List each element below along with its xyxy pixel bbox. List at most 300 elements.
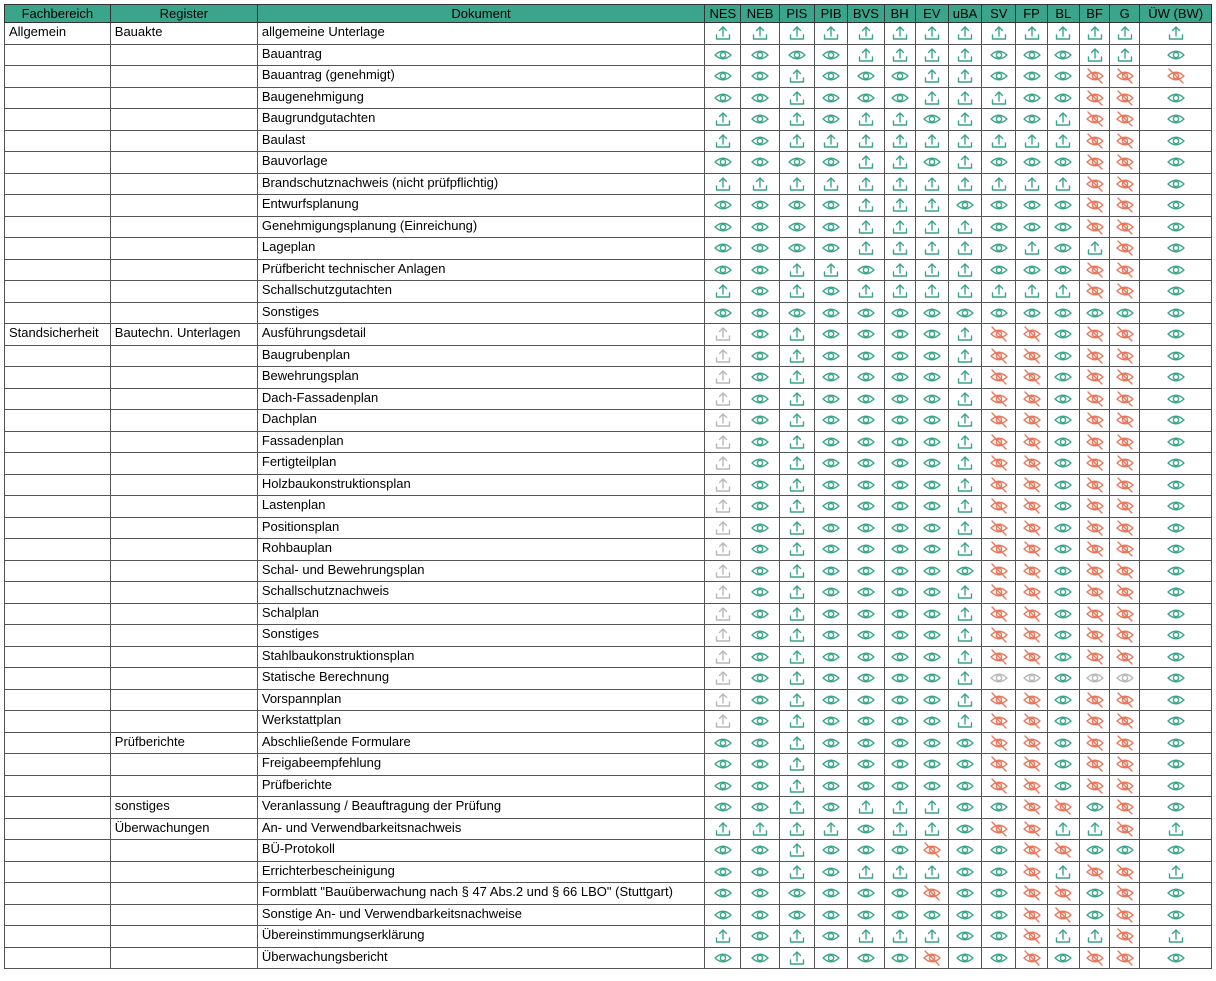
permission-cell[interactable] — [705, 560, 741, 582]
permission-cell[interactable] — [741, 23, 779, 45]
permission-cell[interactable] — [982, 44, 1016, 66]
permission-cell[interactable] — [741, 539, 779, 561]
permission-cell[interactable] — [1047, 861, 1079, 883]
permission-cell[interactable] — [848, 281, 884, 303]
permission-cell[interactable] — [1047, 23, 1079, 45]
permission-cell[interactable] — [1016, 130, 1047, 152]
permission-cell[interactable] — [741, 109, 779, 131]
permission-cell[interactable] — [705, 259, 741, 281]
permission-cell[interactable] — [848, 947, 884, 969]
permission-cell[interactable] — [982, 281, 1016, 303]
permission-cell[interactable] — [1110, 883, 1140, 905]
permission-cell[interactable] — [982, 410, 1016, 432]
permission-cell[interactable] — [815, 453, 848, 475]
permission-cell[interactable] — [1016, 926, 1047, 948]
permission-cell[interactable] — [1016, 66, 1047, 88]
permission-cell[interactable] — [815, 44, 848, 66]
permission-cell[interactable] — [1110, 668, 1140, 690]
permission-cell[interactable] — [779, 775, 814, 797]
permission-cell[interactable] — [1110, 861, 1140, 883]
permission-cell[interactable] — [1047, 668, 1079, 690]
permission-cell[interactable] — [948, 711, 981, 733]
permission-cell[interactable] — [948, 345, 981, 367]
permission-cell[interactable] — [779, 388, 814, 410]
permission-cell[interactable] — [1110, 345, 1140, 367]
permission-cell[interactable] — [1047, 474, 1079, 496]
permission-cell[interactable] — [1079, 474, 1109, 496]
permission-cell[interactable] — [1079, 23, 1109, 45]
permission-cell[interactable] — [884, 453, 915, 475]
permission-cell[interactable] — [705, 625, 741, 647]
permission-cell[interactable] — [815, 797, 848, 819]
permission-cell[interactable] — [1110, 281, 1140, 303]
permission-cell[interactable] — [741, 388, 779, 410]
permission-cell[interactable] — [1140, 646, 1212, 668]
permission-cell[interactable] — [848, 646, 884, 668]
permission-cell[interactable] — [1140, 195, 1212, 217]
permission-cell[interactable] — [884, 539, 915, 561]
permission-cell[interactable] — [948, 668, 981, 690]
permission-cell[interactable] — [1047, 195, 1079, 217]
permission-cell[interactable] — [1110, 560, 1140, 582]
permission-cell[interactable] — [1047, 238, 1079, 260]
permission-cell[interactable] — [848, 302, 884, 324]
permission-cell[interactable] — [848, 711, 884, 733]
permission-cell[interactable] — [779, 195, 814, 217]
permission-cell[interactable] — [1110, 173, 1140, 195]
permission-cell[interactable] — [884, 668, 915, 690]
permission-cell[interactable] — [705, 754, 741, 776]
permission-cell[interactable] — [1140, 238, 1212, 260]
permission-cell[interactable] — [884, 582, 915, 604]
permission-cell[interactable] — [1079, 281, 1109, 303]
permission-cell[interactable] — [1079, 410, 1109, 432]
permission-cell[interactable] — [848, 496, 884, 518]
permission-cell[interactable] — [1016, 410, 1047, 432]
permission-cell[interactable] — [1047, 732, 1079, 754]
permission-cell[interactable] — [948, 797, 981, 819]
permission-cell[interactable] — [915, 711, 948, 733]
permission-cell[interactable] — [1079, 560, 1109, 582]
permission-cell[interactable] — [884, 474, 915, 496]
permission-cell[interactable] — [779, 324, 814, 346]
permission-cell[interactable] — [948, 281, 981, 303]
permission-cell[interactable] — [884, 259, 915, 281]
permission-cell[interactable] — [884, 689, 915, 711]
permission-cell[interactable] — [948, 818, 981, 840]
permission-cell[interactable] — [815, 560, 848, 582]
permission-cell[interactable] — [815, 87, 848, 109]
permission-cell[interactable] — [915, 646, 948, 668]
permission-cell[interactable] — [848, 23, 884, 45]
permission-cell[interactable] — [1079, 216, 1109, 238]
permission-cell[interactable] — [915, 689, 948, 711]
permission-cell[interactable] — [948, 904, 981, 926]
permission-cell[interactable] — [1047, 367, 1079, 389]
permission-cell[interactable] — [1110, 216, 1140, 238]
permission-cell[interactable] — [779, 926, 814, 948]
permission-cell[interactable] — [982, 388, 1016, 410]
permission-cell[interactable] — [948, 453, 981, 475]
permission-cell[interactable] — [848, 66, 884, 88]
permission-cell[interactable] — [982, 259, 1016, 281]
permission-cell[interactable] — [982, 560, 1016, 582]
permission-cell[interactable] — [1047, 410, 1079, 432]
permission-cell[interactable] — [815, 668, 848, 690]
permission-cell[interactable] — [1079, 947, 1109, 969]
permission-cell[interactable] — [705, 23, 741, 45]
permission-cell[interactable] — [741, 818, 779, 840]
permission-cell[interactable] — [741, 238, 779, 260]
permission-cell[interactable] — [1079, 259, 1109, 281]
permission-cell[interactable] — [1140, 861, 1212, 883]
permission-cell[interactable] — [915, 904, 948, 926]
permission-cell[interactable] — [1079, 646, 1109, 668]
permission-cell[interactable] — [1110, 517, 1140, 539]
permission-cell[interactable] — [1079, 66, 1109, 88]
permission-cell[interactable] — [915, 195, 948, 217]
permission-cell[interactable] — [884, 44, 915, 66]
permission-cell[interactable] — [1140, 560, 1212, 582]
permission-cell[interactable] — [948, 302, 981, 324]
permission-cell[interactable] — [884, 560, 915, 582]
permission-cell[interactable] — [1140, 109, 1212, 131]
permission-cell[interactable] — [982, 603, 1016, 625]
permission-cell[interactable] — [815, 861, 848, 883]
permission-cell[interactable] — [741, 582, 779, 604]
permission-cell[interactable] — [884, 345, 915, 367]
permission-cell[interactable] — [1079, 453, 1109, 475]
permission-cell[interactable] — [779, 883, 814, 905]
permission-cell[interactable] — [884, 173, 915, 195]
permission-cell[interactable] — [982, 840, 1016, 862]
permission-cell[interactable] — [1047, 539, 1079, 561]
permission-cell[interactable] — [1140, 130, 1212, 152]
permission-cell[interactable] — [1079, 539, 1109, 561]
permission-cell[interactable] — [848, 775, 884, 797]
permission-cell[interactable] — [1110, 302, 1140, 324]
permission-cell[interactable] — [982, 947, 1016, 969]
permission-cell[interactable] — [1140, 947, 1212, 969]
permission-cell[interactable] — [1016, 646, 1047, 668]
permission-cell[interactable] — [1016, 281, 1047, 303]
permission-cell[interactable] — [1079, 711, 1109, 733]
permission-cell[interactable] — [848, 109, 884, 131]
permission-cell[interactable] — [884, 883, 915, 905]
permission-cell[interactable] — [1110, 66, 1140, 88]
permission-cell[interactable] — [848, 410, 884, 432]
permission-cell[interactable] — [741, 453, 779, 475]
permission-cell[interactable] — [779, 109, 814, 131]
permission-cell[interactable] — [848, 517, 884, 539]
permission-cell[interactable] — [1047, 775, 1079, 797]
permission-cell[interactable] — [1047, 689, 1079, 711]
permission-cell[interactable] — [982, 23, 1016, 45]
permission-cell[interactable] — [915, 87, 948, 109]
permission-cell[interactable] — [815, 474, 848, 496]
permission-cell[interactable] — [815, 238, 848, 260]
permission-cell[interactable] — [982, 883, 1016, 905]
permission-cell[interactable] — [1079, 818, 1109, 840]
permission-cell[interactable] — [848, 560, 884, 582]
permission-cell[interactable] — [982, 130, 1016, 152]
permission-cell[interactable] — [779, 216, 814, 238]
permission-cell[interactable] — [1079, 861, 1109, 883]
permission-cell[interactable] — [1140, 840, 1212, 862]
permission-cell[interactable] — [848, 216, 884, 238]
permission-cell[interactable] — [848, 44, 884, 66]
permission-cell[interactable] — [1047, 324, 1079, 346]
permission-cell[interactable] — [884, 926, 915, 948]
permission-cell[interactable] — [1016, 453, 1047, 475]
permission-cell[interactable] — [915, 324, 948, 346]
permission-cell[interactable] — [1016, 754, 1047, 776]
permission-cell[interactable] — [982, 453, 1016, 475]
permission-cell[interactable] — [815, 281, 848, 303]
permission-cell[interactable] — [779, 130, 814, 152]
permission-cell[interactable] — [948, 173, 981, 195]
permission-cell[interactable] — [779, 754, 814, 776]
permission-cell[interactable] — [815, 173, 848, 195]
permission-cell[interactable] — [1140, 431, 1212, 453]
permission-cell[interactable] — [1079, 689, 1109, 711]
permission-cell[interactable] — [1016, 582, 1047, 604]
permission-cell[interactable] — [915, 453, 948, 475]
permission-cell[interactable] — [884, 324, 915, 346]
permission-cell[interactable] — [779, 367, 814, 389]
permission-cell[interactable] — [982, 582, 1016, 604]
permission-cell[interactable] — [741, 44, 779, 66]
permission-cell[interactable] — [1016, 560, 1047, 582]
permission-cell[interactable] — [1110, 539, 1140, 561]
permission-cell[interactable] — [705, 44, 741, 66]
permission-cell[interactable] — [815, 711, 848, 733]
permission-cell[interactable] — [1079, 324, 1109, 346]
permission-cell[interactable] — [848, 130, 884, 152]
permission-cell[interactable] — [1140, 754, 1212, 776]
permission-cell[interactable] — [705, 496, 741, 518]
permission-cell[interactable] — [982, 496, 1016, 518]
permission-cell[interactable] — [848, 367, 884, 389]
permission-cell[interactable] — [848, 195, 884, 217]
permission-cell[interactable] — [815, 195, 848, 217]
permission-cell[interactable] — [884, 711, 915, 733]
permission-cell[interactable] — [948, 367, 981, 389]
permission-cell[interactable] — [1079, 130, 1109, 152]
permission-cell[interactable] — [884, 646, 915, 668]
permission-cell[interactable] — [915, 410, 948, 432]
permission-cell[interactable] — [1140, 496, 1212, 518]
permission-cell[interactable] — [1110, 840, 1140, 862]
permission-cell[interactable] — [1110, 23, 1140, 45]
permission-cell[interactable] — [1140, 711, 1212, 733]
permission-cell[interactable] — [948, 259, 981, 281]
permission-cell[interactable] — [1079, 840, 1109, 862]
permission-cell[interactable] — [779, 904, 814, 926]
permission-cell[interactable] — [705, 840, 741, 862]
permission-cell[interactable] — [741, 947, 779, 969]
permission-cell[interactable] — [884, 388, 915, 410]
permission-cell[interactable] — [948, 66, 981, 88]
permission-cell[interactable] — [779, 474, 814, 496]
permission-cell[interactable] — [948, 496, 981, 518]
permission-cell[interactable] — [982, 539, 1016, 561]
permission-cell[interactable] — [848, 238, 884, 260]
permission-cell[interactable] — [815, 539, 848, 561]
permission-cell[interactable] — [1047, 431, 1079, 453]
permission-cell[interactable] — [1110, 625, 1140, 647]
permission-cell[interactable] — [705, 732, 741, 754]
permission-cell[interactable] — [982, 173, 1016, 195]
permission-cell[interactable] — [1016, 775, 1047, 797]
permission-cell[interactable] — [848, 539, 884, 561]
permission-cell[interactable] — [1079, 431, 1109, 453]
permission-cell[interactable] — [779, 861, 814, 883]
permission-cell[interactable] — [1016, 367, 1047, 389]
permission-cell[interactable] — [779, 625, 814, 647]
permission-cell[interactable] — [1047, 453, 1079, 475]
permission-cell[interactable] — [915, 44, 948, 66]
permission-cell[interactable] — [705, 775, 741, 797]
permission-cell[interactable] — [1140, 410, 1212, 432]
permission-cell[interactable] — [915, 259, 948, 281]
permission-cell[interactable] — [779, 152, 814, 174]
permission-cell[interactable] — [779, 840, 814, 862]
permission-cell[interactable] — [884, 87, 915, 109]
permission-cell[interactable] — [915, 926, 948, 948]
permission-cell[interactable] — [848, 259, 884, 281]
permission-cell[interactable] — [1016, 23, 1047, 45]
permission-cell[interactable] — [948, 883, 981, 905]
permission-cell[interactable] — [915, 431, 948, 453]
permission-cell[interactable] — [741, 216, 779, 238]
permission-cell[interactable] — [1047, 711, 1079, 733]
permission-cell[interactable] — [982, 517, 1016, 539]
permission-cell[interactable] — [948, 754, 981, 776]
permission-cell[interactable] — [741, 840, 779, 862]
permission-cell[interactable] — [982, 904, 1016, 926]
permission-cell[interactable] — [705, 302, 741, 324]
permission-cell[interactable] — [848, 818, 884, 840]
permission-cell[interactable] — [1047, 152, 1079, 174]
permission-cell[interactable] — [779, 259, 814, 281]
permission-cell[interactable] — [741, 345, 779, 367]
permission-cell[interactable] — [1140, 775, 1212, 797]
permission-cell[interactable] — [1110, 259, 1140, 281]
permission-cell[interactable] — [815, 152, 848, 174]
permission-cell[interactable] — [1016, 173, 1047, 195]
permission-cell[interactable] — [1016, 324, 1047, 346]
permission-cell[interactable] — [705, 926, 741, 948]
permission-cell[interactable] — [705, 797, 741, 819]
permission-cell[interactable] — [1016, 904, 1047, 926]
permission-cell[interactable] — [1016, 238, 1047, 260]
permission-cell[interactable] — [1016, 496, 1047, 518]
permission-cell[interactable] — [884, 109, 915, 131]
permission-cell[interactable] — [815, 603, 848, 625]
permission-cell[interactable] — [1047, 87, 1079, 109]
permission-cell[interactable] — [915, 539, 948, 561]
permission-cell[interactable] — [848, 883, 884, 905]
permission-cell[interactable] — [741, 431, 779, 453]
permission-cell[interactable] — [915, 345, 948, 367]
permission-cell[interactable] — [915, 732, 948, 754]
permission-cell[interactable] — [1016, 861, 1047, 883]
permission-cell[interactable] — [982, 711, 1016, 733]
permission-cell[interactable] — [884, 797, 915, 819]
permission-cell[interactable] — [741, 87, 779, 109]
permission-cell[interactable] — [741, 152, 779, 174]
permission-cell[interactable] — [1140, 474, 1212, 496]
permission-cell[interactable] — [1110, 410, 1140, 432]
permission-cell[interactable] — [705, 388, 741, 410]
permission-cell[interactable] — [1140, 324, 1212, 346]
permission-cell[interactable] — [815, 926, 848, 948]
permission-cell[interactable] — [705, 818, 741, 840]
permission-cell[interactable] — [982, 926, 1016, 948]
permission-cell[interactable] — [1140, 582, 1212, 604]
permission-cell[interactable] — [915, 367, 948, 389]
permission-cell[interactable] — [705, 324, 741, 346]
permission-cell[interactable] — [982, 732, 1016, 754]
permission-cell[interactable] — [948, 560, 981, 582]
permission-cell[interactable] — [1079, 625, 1109, 647]
permission-cell[interactable] — [1079, 904, 1109, 926]
permission-cell[interactable] — [779, 281, 814, 303]
permission-cell[interactable] — [1016, 152, 1047, 174]
permission-cell[interactable] — [915, 668, 948, 690]
permission-cell[interactable] — [1079, 754, 1109, 776]
permission-cell[interactable] — [1047, 216, 1079, 238]
permission-cell[interactable] — [815, 496, 848, 518]
permission-cell[interactable] — [915, 947, 948, 969]
permission-cell[interactable] — [884, 603, 915, 625]
permission-cell[interactable] — [815, 582, 848, 604]
permission-cell[interactable] — [1047, 646, 1079, 668]
permission-cell[interactable] — [1140, 216, 1212, 238]
permission-cell[interactable] — [915, 818, 948, 840]
permission-cell[interactable] — [741, 324, 779, 346]
permission-cell[interactable] — [1016, 109, 1047, 131]
permission-cell[interactable] — [1140, 367, 1212, 389]
permission-cell[interactable] — [705, 517, 741, 539]
permission-cell[interactable] — [982, 109, 1016, 131]
permission-cell[interactable] — [1110, 367, 1140, 389]
permission-cell[interactable] — [1016, 44, 1047, 66]
permission-cell[interactable] — [1140, 904, 1212, 926]
permission-cell[interactable] — [815, 431, 848, 453]
permission-cell[interactable] — [1140, 388, 1212, 410]
permission-cell[interactable] — [884, 281, 915, 303]
permission-cell[interactable] — [848, 754, 884, 776]
permission-cell[interactable] — [884, 367, 915, 389]
permission-cell[interactable] — [1140, 668, 1212, 690]
permission-cell[interactable] — [982, 152, 1016, 174]
permission-cell[interactable] — [705, 861, 741, 883]
permission-cell[interactable] — [948, 539, 981, 561]
permission-cell[interactable] — [915, 517, 948, 539]
permission-cell[interactable] — [815, 388, 848, 410]
permission-cell[interactable] — [1047, 904, 1079, 926]
permission-cell[interactable] — [1140, 23, 1212, 45]
permission-cell[interactable] — [1016, 840, 1047, 862]
permission-cell[interactable] — [779, 603, 814, 625]
permission-cell[interactable] — [815, 66, 848, 88]
permission-cell[interactable] — [779, 23, 814, 45]
permission-cell[interactable] — [741, 668, 779, 690]
permission-cell[interactable] — [982, 775, 1016, 797]
permission-cell[interactable] — [815, 345, 848, 367]
